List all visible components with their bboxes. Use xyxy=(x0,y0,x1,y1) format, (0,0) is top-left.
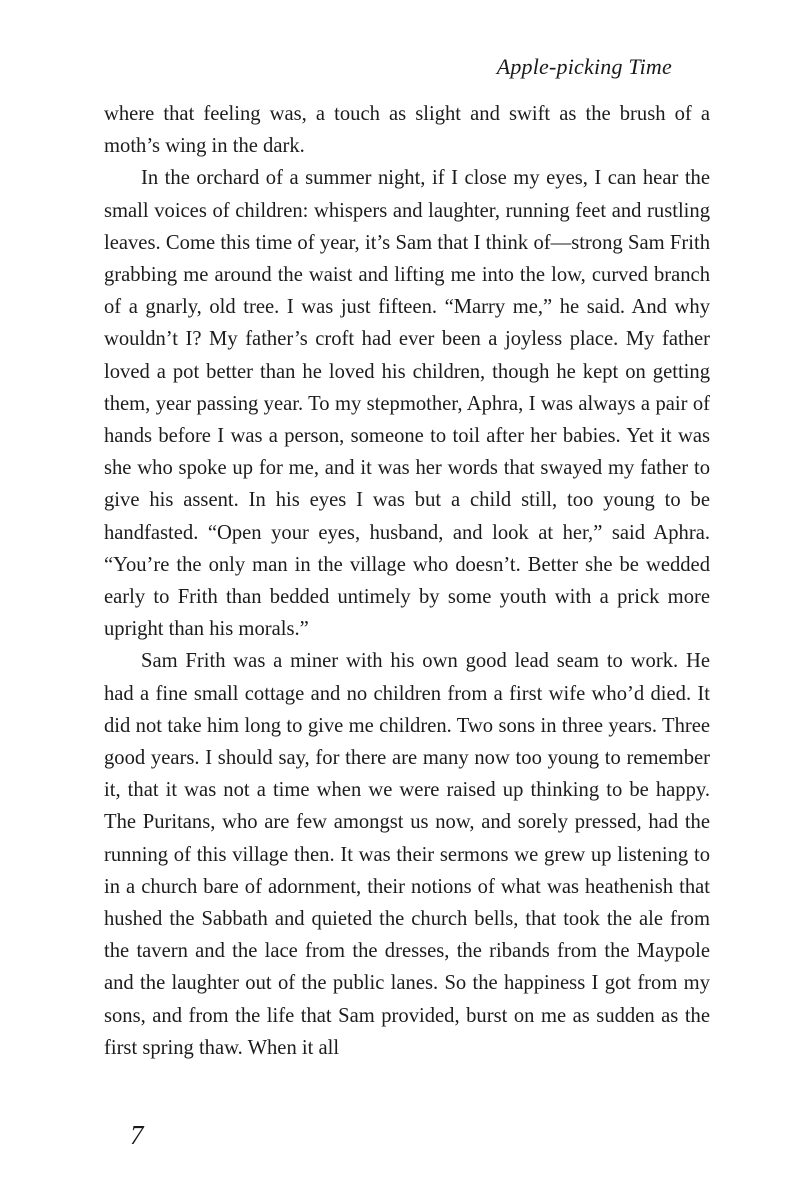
paragraph-continuation: where that feeling was, a touch as slight and swift as the brush of a moth’s wing in the dark. xyxy=(104,103,710,158)
running-header-title: Apple-picking Time xyxy=(496,54,672,79)
page-number: 7 xyxy=(130,1120,144,1150)
body-text xyxy=(104,98,710,1064)
paragraph-orchard: In the orchard of a summer night, if I close my eyes, I can hear the small voices of children: whispers and laughter, running feet and rustling leaves. Come this time of year, it’s Sam that I think of—strong Sam Frith grabbing me around the waist and lifting me into the low, curved branch of a gnarly, old tree. I was just fifteen. “Marry me,” he said. And why wouldn’t I? My father’s croft had ever been a joyless place. My father loved a pot better than he loved his children, though he kept on getting them, year passing year. To my stepmother, Aphra, I was always a pair of hands before I was a person, someone to toil after her babies. Yet it was she who spoke up for me, and it was her words that swayed my father to give his assent. In his eyes I was but a child still, too young to be handfasted. “Open your eyes, husband, and look at her,” said Aphra. “You’re the only man in the village who doesn’t. Better she be wedded early to Frith than bedded untimely by some youth with a prick more upright than his morals.” xyxy=(104,167,710,641)
paragraph-sam-frith: Sam Frith was a miner with his own good lead seam to work. He had a fine small cottage and no children from a first wife who’d died. It did not take him long to give me children. Two sons in three years. Three good years. I should say, for there are many now too young to remember it, that it was not a time when we were raised up thinking to be happy. The Puritans, who are few amongst us now, and sorely pressed, had the running of this village then. It was their sermons we grew up listening to in a church bare of adornment, their notions of what was heathenish that hushed the Sabbath and quieted the church bells, that took the ale from the tavern and the lace from the dresses, the ribands from the Maypole and the laughter out of the public lanes. So the happiness I got from my sons, and from the life that Sam provided, burst on me as sudden as the first spring thaw. When it all xyxy=(104,650,710,1059)
